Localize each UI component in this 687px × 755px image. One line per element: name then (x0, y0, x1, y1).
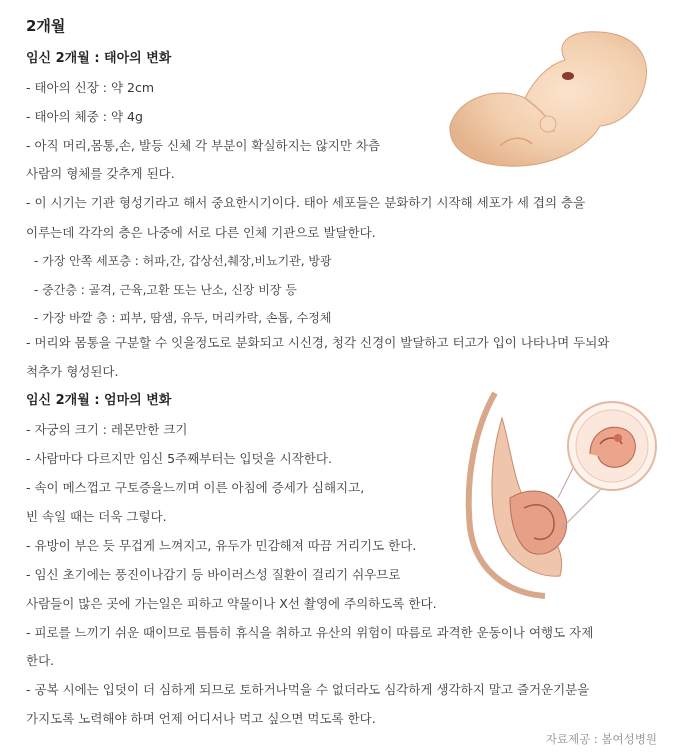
fetus-line: 사람의 형체를 갖추게 된다. (26, 166, 175, 181)
uterus-cross-section-illustration-icon (450, 388, 660, 600)
mother-section-heading: 임신 2개월 : 엄마의 변화 (26, 393, 172, 408)
mother-line: 빈 속일 때는 더욱 그렇다. (26, 509, 167, 524)
fetus-line: - 이 시기는 기관 형성기라고 해서 중요한시기이다. 태아 세포들은 분화하기 시작해 세포가 세 겹의 층을 (26, 195, 586, 210)
fetus-line: - 머리와 몸통을 구분할 수 잇을정도로 분화되고 시신경, 청각 신경이 발달하고 터고가 입이 나타나며 두뇌와 (26, 335, 610, 350)
fetus-layer-line: - 가장 안쪽 세포층 : 허파,간, 갑상선,췌장,비뇨기관, 방광 (34, 254, 332, 268)
source-credit: 자료제공 : 봄여성병원 (545, 732, 657, 746)
fetus-line: - 태아의 체중 : 약 4g (26, 109, 143, 124)
mother-line: 한다. (26, 653, 55, 668)
mother-line: - 피로를 느끼기 쉬운 때이므로 틈틈히 휴식을 취하고 유산의 위험이 따름로 과격한 운동이나 여행도 자제 (26, 625, 594, 640)
mother-line: 가지도록 노력해야 하며 언제 어디서나 먹고 싶으면 먹도록 한다. (26, 711, 376, 726)
embryo-illustration-icon (440, 26, 670, 176)
mother-line: - 자궁의 크기 : 레몬만한 크기 (26, 422, 188, 437)
mother-line: - 공복 시에는 입덧이 더 심하게 되므로 토하거나먹을 수 없더라도 심각하게 생각하지 말고 즐거운기분을 (26, 682, 590, 697)
fetus-section-heading: 임신 2개월 : 태아의 변화 (26, 51, 172, 66)
fetus-line: - 아직 머리,몸통,손, 발등 신체 각 부분이 확실하지는 않지만 차츰 (26, 138, 381, 153)
fetus-layer-line: - 중간층 : 골격, 근육,고환 또는 난소, 신장 비장 등 (34, 283, 297, 297)
mother-line: - 사람마다 다르지만 임신 5주째부터는 입덧을 시작한다. (26, 451, 332, 466)
mother-line: - 임신 초기에는 풍진이나감기 등 바이러스성 질환이 걸리기 쉬우므로 (26, 567, 401, 582)
mother-line: 사람들이 많은 곳에 가는일은 피하고 약물이나 X선 촬영에 주의하도록 한다. (26, 596, 437, 611)
fetus-line: - 태아의 신장 : 약 2cm (26, 80, 155, 95)
fetus-line: 척추가 형성된다. (26, 364, 119, 379)
fetus-layer-line: - 가장 바깥 층 : 피부, 땀샘, 유두, 머리카락, 손톱, 수정체 (34, 311, 332, 325)
page-title: 2개월 (26, 17, 66, 35)
mother-line: - 속이 메스껍고 구토증을느끼며 이른 아침에 증세가 심해지고, (26, 480, 365, 495)
mother-line: - 유방이 부은 듯 무겁게 느껴지고, 유두가 민감해져 따끔 거리기도 한다. (26, 538, 417, 553)
fetus-line: 이루는데 각각의 층은 나중에 서로 다른 인체 기관으로 발달한다. (26, 225, 376, 240)
